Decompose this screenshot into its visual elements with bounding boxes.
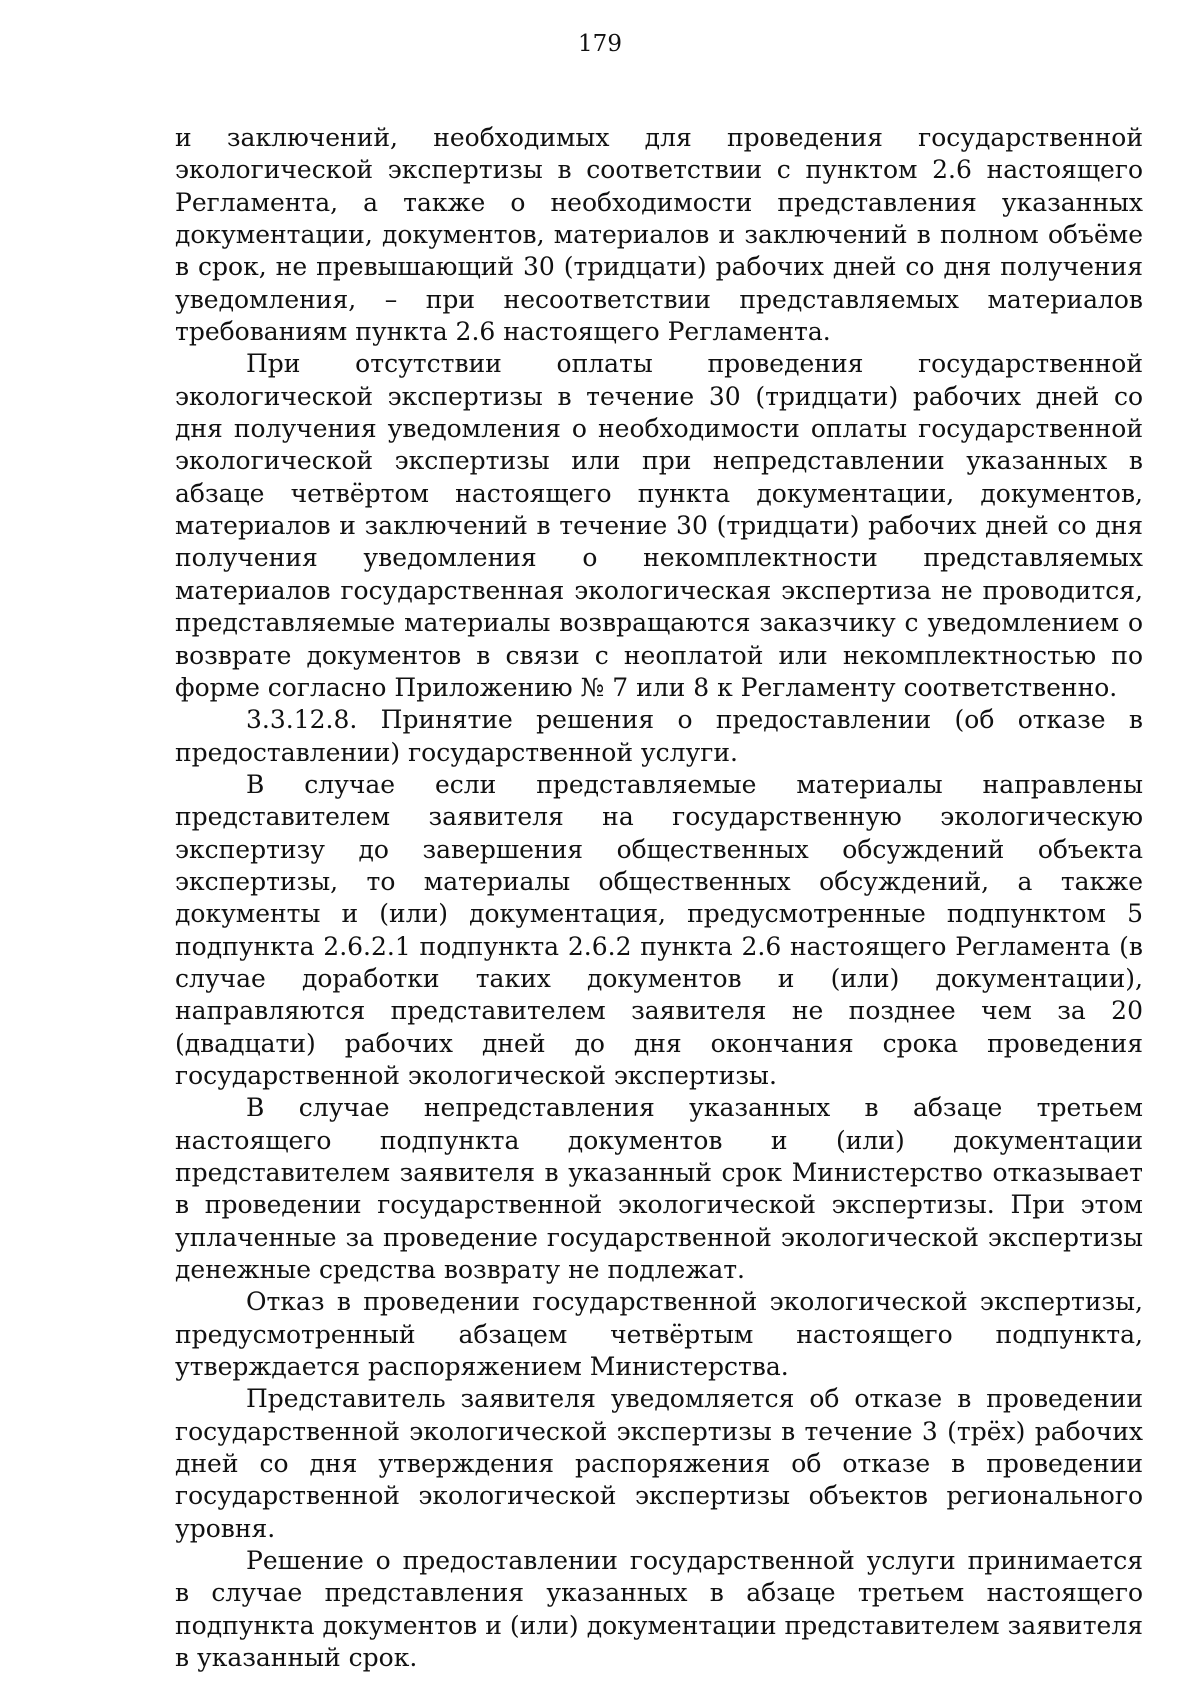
paragraph-7: Представитель заявителя уведомляется об отказе в проведении государственной экологической экспертизы в течение 3 (трёх) рабочих дней со дня утверждения распоряжения об отказе в проведении государственной экологической экспертизы объектов регионального уровня. bbox=[175, 1384, 1143, 1543]
paragraph-4: В случае если представляемые материалы направлены представителем заявителя на государственную экологическую экспертизу до завершения общественных обсуждений объекта экспертизы, то материалы общественных обсуждений, а также документы и (или) документация, предусмотренные подпунктом 5 подпункта 2.6.2.1 подпункта 2.6.2 пункта 2.6 настоящего Регламента (в случае доработки таких документов и (или) документации), направляются представителем заявителя не позднее чем за 20 (двадцати) рабочих дней до дня окончания срока проведения государственной экологической экспертизы. bbox=[175, 769, 1143, 1090]
paragraph-6: Отказ в проведении государственной экологической экспертизы, предусмотренный абзацем четвёртым настоящего подпункта, утверждается распоряжением Министерства. bbox=[175, 1287, 1143, 1382]
document-body bbox=[175, 122, 1143, 1675]
paragraph-3: 3.3.12.8. Принятие решения о предоставлении (об отказе в предоставлении) государственной услуги. bbox=[175, 705, 1143, 767]
page-number: 179 bbox=[578, 31, 622, 57]
paragraph-1: и заключений, необходимых для проведения государственной экологической экспертизы в соответствии с пунктом 2.6 настоящего Регламента, а также о необходимости представления указанных документации, документов, материалов и заключений в полном объёме в срок, не превышающий 30 (тридцати) рабочих дней со дня получения уведомления, – при несоответствии представляемых материалов требованиям пункта 2.6 настоящего Регламента. bbox=[175, 123, 1143, 347]
paragraph-2: При отсутствии оплаты проведения государственной экологической экспертизы в течение 30 (тридцати) рабочих дней со дня получения уведомления о необходимости оплаты государственной экологической экспертизы или при непредставлении указанных в абзаце четвёртом настоящего пункта документации, документов, материалов и заключений в течение 30 (тридцати) рабочих дней со дня получения уведомления о некомплектности представляемых материалов государственная экологическая экспертиза не проводится, представляемые материалы возвращаются заказчику с уведомлением о возврате документов в связи с неоплатой или некомплектностью по форме согласно Приложению № 7 или 8 к Регламенту соответственно. bbox=[175, 349, 1143, 702]
paragraph-8: Решение о предоставлении государственной услуги принимается в случае представления указанных в абзаце третьем настоящего подпункта документов и (или) документации представителем заявителя в указанный срок. bbox=[175, 1546, 1143, 1673]
paragraph-5: В случае непредставления указанных в абзаце третьем настоящего подпункта документов и (или) документации представителем заявителя в указанный срок Министерство отказывает в проведении государственной экологической экспертизы. При этом уплаченные за проведение государственной экологической экспертизы денежные средства возврату не подлежат. bbox=[175, 1093, 1143, 1285]
